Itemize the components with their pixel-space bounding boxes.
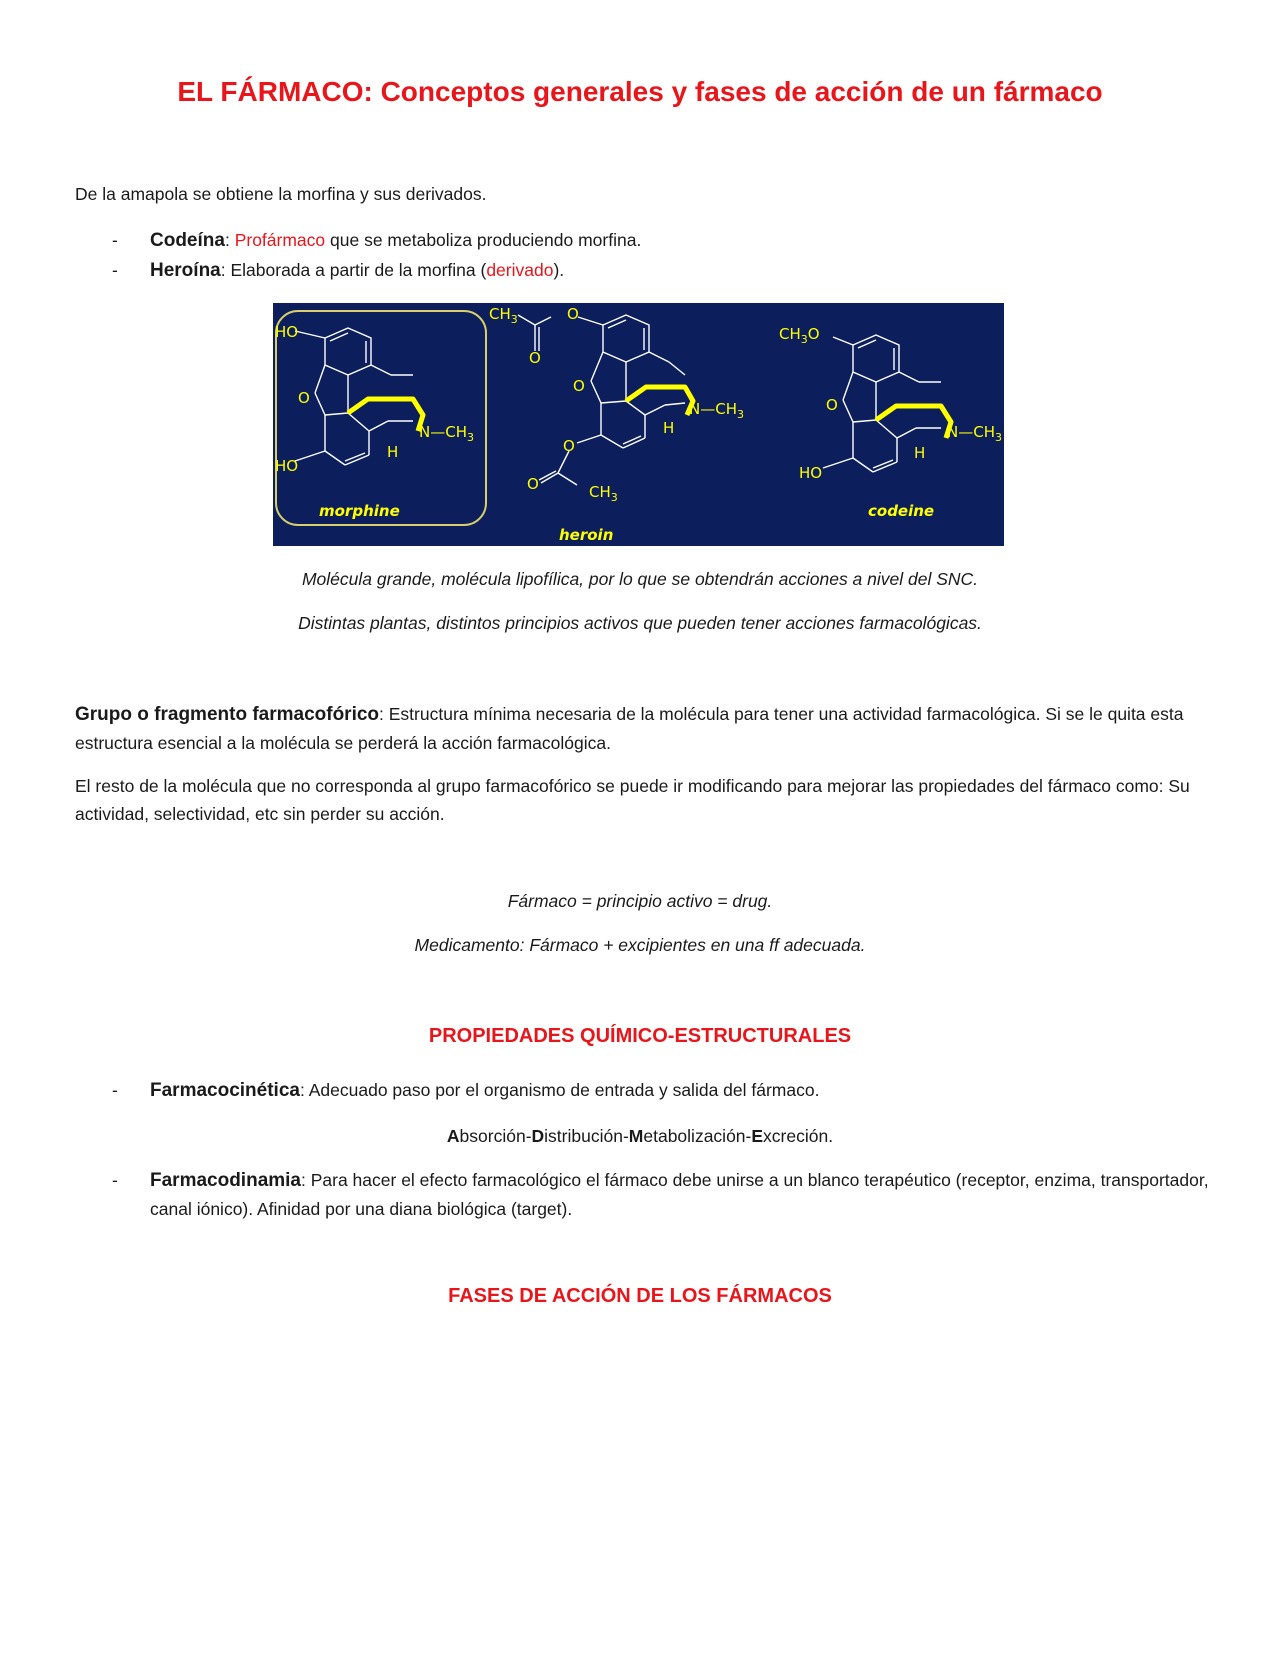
bullet-dash: - bbox=[112, 230, 118, 250]
bullet-text-body: : Para hacer el efecto farmacológico el fármaco debe unirse a un blanco terapéutico (receptor, enzima, transportador, canal iónico). Afinidad por una diana biológica (target). bbox=[150, 1170, 1209, 1219]
bullet-term: Heroína bbox=[150, 260, 221, 281]
bullet-rest: que se metaboliza produciendo morfina. bbox=[325, 230, 642, 250]
bullet-dash: - bbox=[112, 1170, 118, 1190]
label-heroin: heroin bbox=[559, 526, 614, 544]
bullet-pre: Elaborada a partir de la morfina ( bbox=[225, 260, 487, 280]
morphine-yellow-bond bbox=[348, 399, 423, 431]
bullet-codeina bbox=[150, 226, 1210, 255]
section-heading-propiedades: PROPIEDADES QUÍMICO-ESTRUCTURALES bbox=[428, 1025, 852, 1047]
bullet-term: Farmacocinética bbox=[150, 1080, 300, 1101]
bullet-post: ). bbox=[553, 260, 565, 280]
bullet-dash: - bbox=[112, 1080, 118, 1100]
figure-caption-1: Molécula grande, molécula lipofílica, por lo que se obtendrán acciones a nivel del SNC. bbox=[301, 569, 979, 589]
adme-e-rest: xcreción. bbox=[763, 1126, 834, 1146]
adme-a-rest: bsorción- bbox=[459, 1126, 532, 1146]
codeine-ch3o: $CH_3O$ bbox=[779, 325, 820, 346]
adme-a: A bbox=[446, 1126, 460, 1146]
bullet-heroina bbox=[150, 256, 1210, 285]
bullet-farmacocinetica bbox=[150, 1076, 1210, 1105]
codeine-ho: HO bbox=[799, 464, 823, 482]
molecule-names bbox=[319, 502, 934, 544]
atom-labels bbox=[275, 305, 1002, 504]
bullet-farmacodinamia bbox=[150, 1166, 1210, 1223]
morphine-nch3: $N—CH_3$ bbox=[419, 423, 474, 444]
heroin-nch3: $N—CH_3$ bbox=[689, 400, 744, 421]
highlight-derivado: derivado bbox=[486, 260, 554, 280]
heroin-yellow-bond bbox=[626, 387, 693, 415]
adme-m-rest: etabolización- bbox=[643, 1126, 752, 1146]
separator: : bbox=[224, 230, 230, 250]
bullet-dash: - bbox=[112, 260, 118, 280]
codeine-aromatic-ring bbox=[853, 335, 899, 382]
morphine-aromatic-ring bbox=[325, 328, 371, 375]
morphine-ho-top: HO bbox=[275, 323, 299, 341]
pharmacophore-term: Grupo o fragmento farmacofórico bbox=[75, 704, 380, 725]
morphine-ho-bottom: HO bbox=[275, 457, 299, 475]
heroin-o-ester-top: O bbox=[567, 305, 579, 323]
molecule-diagram bbox=[273, 303, 1004, 546]
bullet-term: Codeína bbox=[150, 230, 225, 251]
heroin-o-ring: O bbox=[573, 377, 585, 395]
codeine-o: O bbox=[826, 396, 838, 414]
label-codeine: codeine bbox=[868, 502, 935, 520]
bullet-text-body: : Adecuado paso por el organismo de entrada y salida del fármaco. bbox=[299, 1080, 820, 1100]
heroin-o-carbonyl-bottom: O bbox=[527, 475, 539, 493]
bullet-term: Farmacodinamia bbox=[150, 1170, 301, 1191]
adme-d-rest: istribución- bbox=[544, 1126, 629, 1146]
morphine-h: H bbox=[387, 443, 399, 461]
rest-molecule-paragraph: El resto de la molécula que no corresponda al grupo farmacofórico se puede ir modificando para mejorar las propiedades del fármaco como: Su actividad, selectividad, etc sin perder su acción. bbox=[75, 776, 1190, 824]
heroin-ch3-bottom: $CH_3$ bbox=[589, 483, 618, 504]
section-heading-fases: FASES DE ACCIÓN DE LOS FÁRMACOS bbox=[448, 1285, 832, 1307]
codeine-h: H bbox=[914, 444, 926, 462]
definition-medicamento: Medicamento: Fármaco + excipientes en una ff adecuada. bbox=[414, 935, 866, 955]
adme-line bbox=[0, 1122, 1280, 1150]
adme-d: D bbox=[531, 1126, 545, 1146]
label-morphine: morphine bbox=[319, 502, 400, 520]
heroin-o-ester-bottom: O bbox=[563, 437, 575, 455]
heroin-o-carbonyl-top: O bbox=[529, 349, 541, 367]
morphine-o: O bbox=[298, 389, 310, 407]
codeine-yellow-bond bbox=[876, 406, 951, 438]
morphine-highlight-box bbox=[276, 311, 486, 525]
page-title: EL FÁRMACO: Conceptos generales y fases de acción de un fármaco bbox=[177, 76, 1103, 107]
definition-farmaco: Fármaco = principio activo = drug. bbox=[507, 891, 773, 911]
heroin-ch3-top: $CH_3$ bbox=[489, 305, 518, 326]
codeine-nch3: $N—CH_3$ bbox=[947, 423, 1002, 444]
intro-paragraph: De la amapola se obtiene la morfina y sus derivados. bbox=[75, 184, 487, 204]
figure-caption-2: Distintas plantas, distintos principios activos que pueden tener acciones farmacológicas. bbox=[298, 613, 982, 633]
separator: : bbox=[220, 260, 226, 280]
heroin-aromatic-ring bbox=[603, 315, 649, 362]
pharmacophore-paragraph bbox=[75, 700, 1205, 757]
highlight-profarmaco: Profármaco bbox=[234, 230, 326, 250]
adme-m: M bbox=[628, 1126, 644, 1146]
heroin-h: H bbox=[663, 419, 675, 437]
pharmacophore-text: : Estructura mínima necesaria de la molécula para tener una actividad farmacológica. Si se le quita esta estructura esencial a la molécula se perderá la acción farmacológica. bbox=[75, 704, 1184, 753]
molecule-structures-figure bbox=[273, 303, 1004, 546]
adme-e: E bbox=[751, 1126, 764, 1146]
